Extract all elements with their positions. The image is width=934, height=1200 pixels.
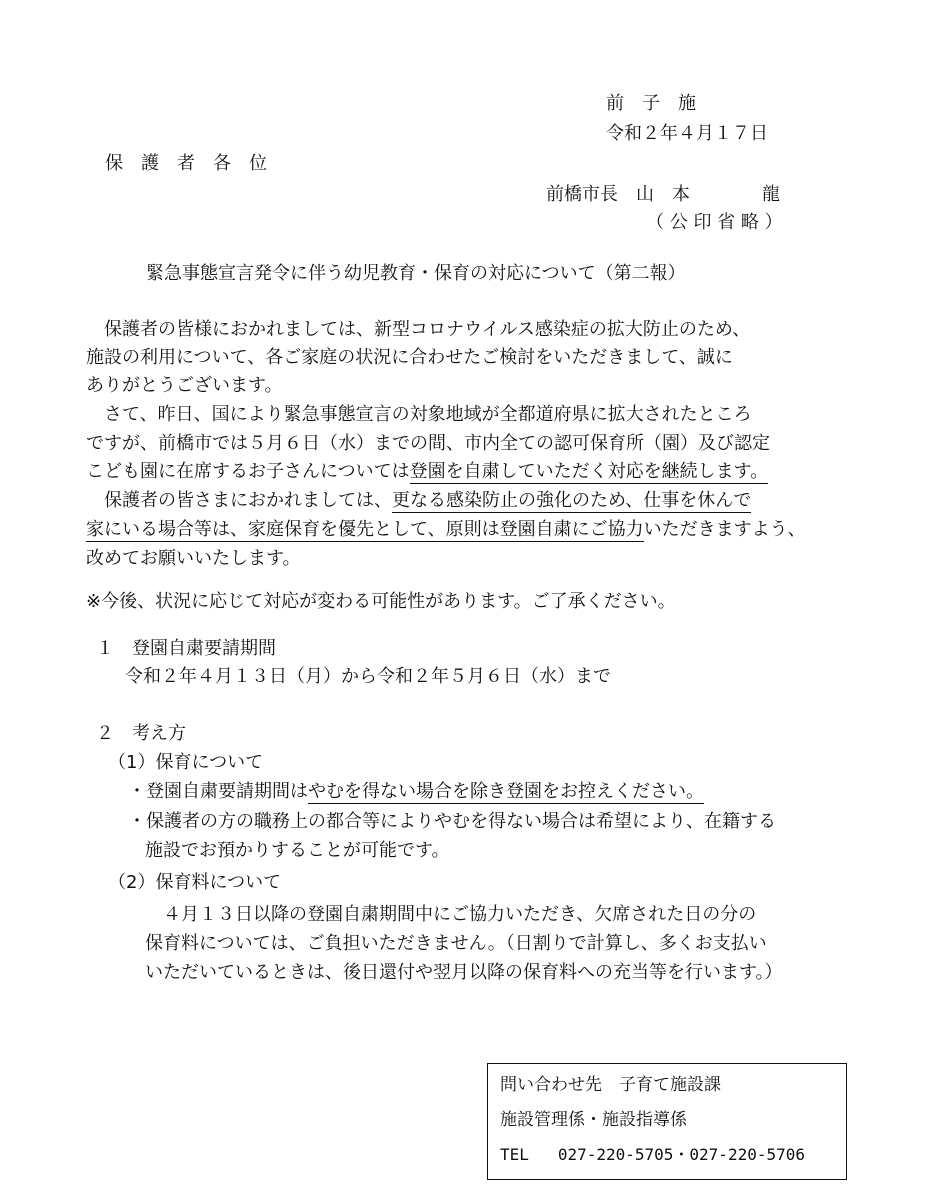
subsection2-line3: いただいているときは、後日還付や翌月以降の保育料への充当等を行います。）: [145, 962, 783, 983]
paragraph1-line3: ありがとうございます。: [86, 375, 283, 396]
contact-phone: [500, 1144, 805, 1166]
addressee: 保 護 者 各 位: [105, 153, 267, 174]
contact-box: [487, 1063, 847, 1180]
subsection1-bullet2-line2: 施設でお預かりすることが可能です。: [145, 840, 450, 861]
paragraph3-line1-text: 保護者の皆さまにおかれましては、: [86, 490, 392, 511]
paragraph3-line2-text: いただきますよう、: [643, 519, 806, 540]
subsection2-line1: ４月１３日以降の登園自粛期間中にご協力いただき、欠席された日の分の: [163, 904, 757, 925]
bullet1-emphasis: やむを得ない場合を除き登園をお控えください。: [308, 781, 704, 802]
paragraph2-line2: ですが、前橋市では５月６日（水）までの間、市内全ての認可保育所（園）及び認定: [86, 433, 770, 454]
sender-name: 前橋市長 山 本 龍: [546, 184, 780, 205]
section1-heading: １ 登園自粛要請期間: [96, 638, 276, 659]
contact-department: 問い合わせ先 子育て施設課: [500, 1075, 721, 1095]
paragraph1-line2: 施設の利用について、各ご家庭の状況に合わせたご検討をいただきまして、誠に: [86, 347, 733, 368]
subsection2-line2: 保育料については、ご負担いただきません。（日割りで計算し、多くお支払い: [145, 933, 767, 954]
paragraph2-line3: [86, 460, 768, 484]
paragraph1-line1: 保護者の皆様におかれましては、新型コロナウイルス感染症の拡大防止のため、: [86, 319, 751, 340]
document-number: 前 子 施: [606, 93, 696, 114]
paragraph3-line1: [86, 489, 751, 513]
subsection1-bullet1: [128, 780, 704, 804]
paragraph3-emphasis-2: 家にいる場合等は、家庭保育を優先として、原則は登園自粛にご協力: [86, 519, 644, 540]
phone-label: TEL: [500, 1145, 529, 1164]
document-date: 令和２年４月１７日: [606, 123, 768, 144]
section1-period: 令和２年４月１３日（月）から令和２年５月６日（水）まで: [125, 666, 611, 687]
paragraph3-emphasis-1: 更なる感染防止の強化のため、仕事を休んで: [392, 490, 752, 511]
subsection2-heading: （2）保育料について: [108, 872, 282, 893]
subsection1-bullet2-line1: ・保護者の方の職務上の都合等によりやむを得ない場合は希望により、在籍する: [128, 811, 776, 832]
section2-heading: ２ 考え方: [96, 723, 186, 744]
document-title: 緊急事態宣言発令に伴う幼児教育・保育の対応について（第二報）: [146, 263, 686, 284]
paragraph3-line3: 改めてお願いいたします。: [86, 548, 301, 569]
contact-sections: 施設管理係・施設指導係: [500, 1110, 687, 1130]
paragraph2-line3-text: こども園に在席するお子さんについては: [86, 461, 410, 482]
bullet1-text: ・登園自粛要請期間は: [128, 781, 308, 802]
paragraph2-line1: さて、昨日、国により緊急事態宣言の対象地域が全都道府県に拡大されたところ: [86, 404, 752, 425]
subsection1-heading: （1）保育について: [108, 752, 264, 773]
seal-omitted-note: （ 公 印 省 略 ）: [646, 212, 783, 233]
paragraph2-emphasis: 登園を自粛していただく対応を継続します。: [409, 461, 769, 482]
phone-numbers: 027-220-5705・027-220-5706: [557, 1145, 806, 1164]
paragraph3-line2: [86, 518, 806, 542]
notice-note: ※今後、状況に応じて対応が変わる可能性があります。ご了承ください。: [86, 591, 676, 612]
